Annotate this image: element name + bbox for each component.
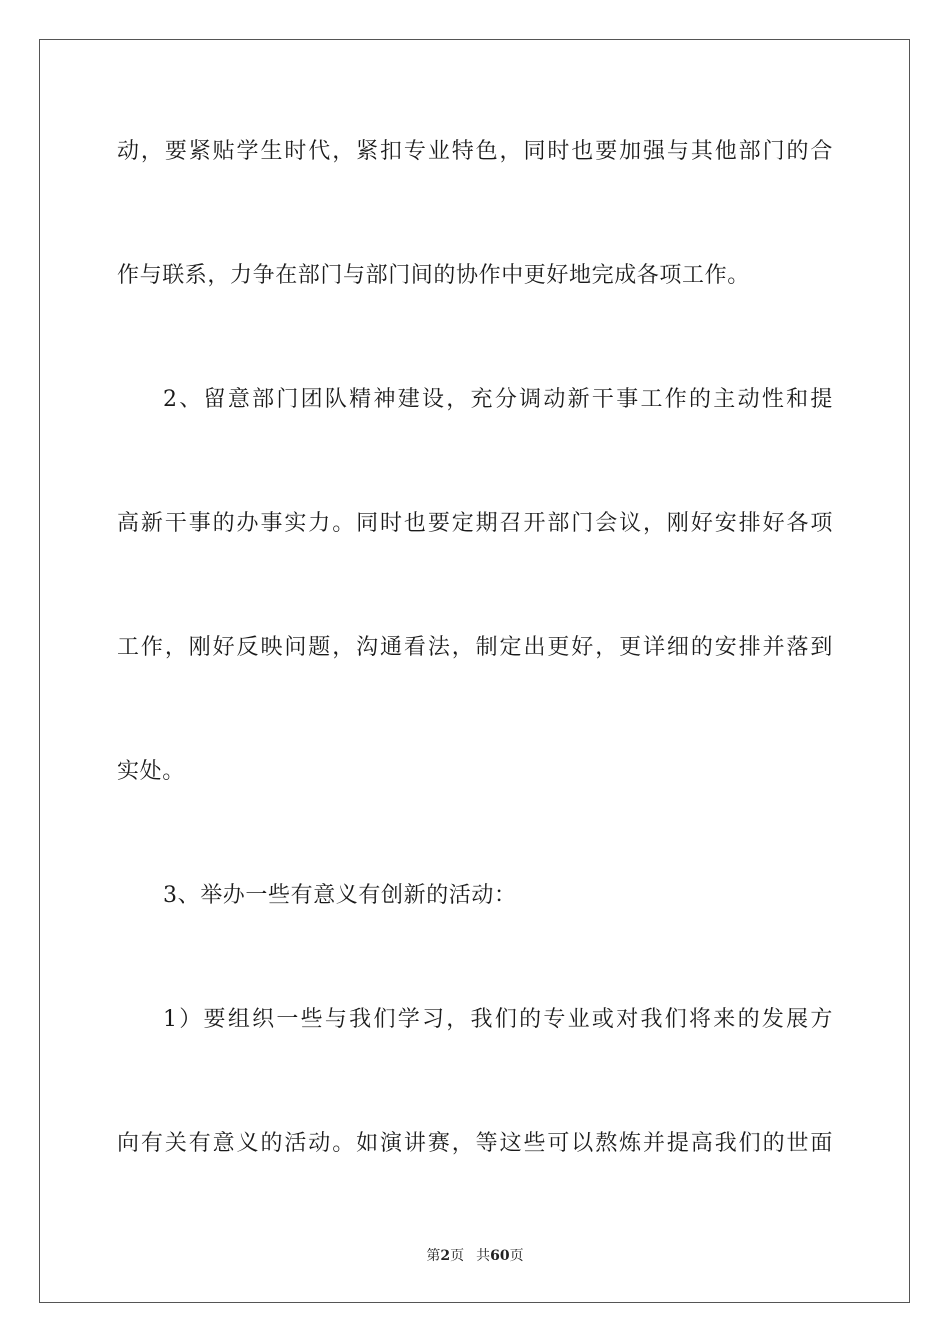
- total-prefix: 共: [476, 1248, 491, 1264]
- paragraph-line-7: 3、举办一些有意义有创新的活动：: [163, 883, 517, 908]
- page-footer: [0, 1247, 950, 1265]
- total-pages: 60: [490, 1248, 510, 1264]
- paragraph-line-3: 2、留意部门团队精神建设，充分调动新干事工作的主动性和提: [163, 387, 833, 412]
- page-prefix: 第: [426, 1248, 441, 1264]
- paragraph-line-9: 向有关有意义的活动。如演讲赛，等这些可以熬炼并提高我们的世面: [117, 1131, 833, 1156]
- paragraph-line-4: 高新干事的办事实力。同时也要定期召开部门会议，刚好安排好各项: [117, 511, 833, 536]
- paragraph-line-1: 动，要紧贴学生时代，紧扣专业特色，同时也要加强与其他部门的合: [117, 139, 833, 164]
- page-number: 2: [440, 1248, 451, 1264]
- page-frame: [39, 39, 910, 1303]
- paragraph-line-5: 工作，刚好反映问题，沟通看法，制定出更好，更详细的安排并落到: [117, 635, 833, 660]
- page-suffix: 页: [450, 1248, 465, 1264]
- paragraph-line-2: 作与联系，力争在部门与部门间的协作中更好地完成各项工作。: [117, 263, 750, 288]
- paragraph-line-6: 实处。: [117, 759, 185, 784]
- total-suffix: 页: [509, 1248, 524, 1264]
- paragraph-line-8: 1）要组织一些与我们学习，我们的专业或对我们将来的发展方: [163, 1007, 833, 1032]
